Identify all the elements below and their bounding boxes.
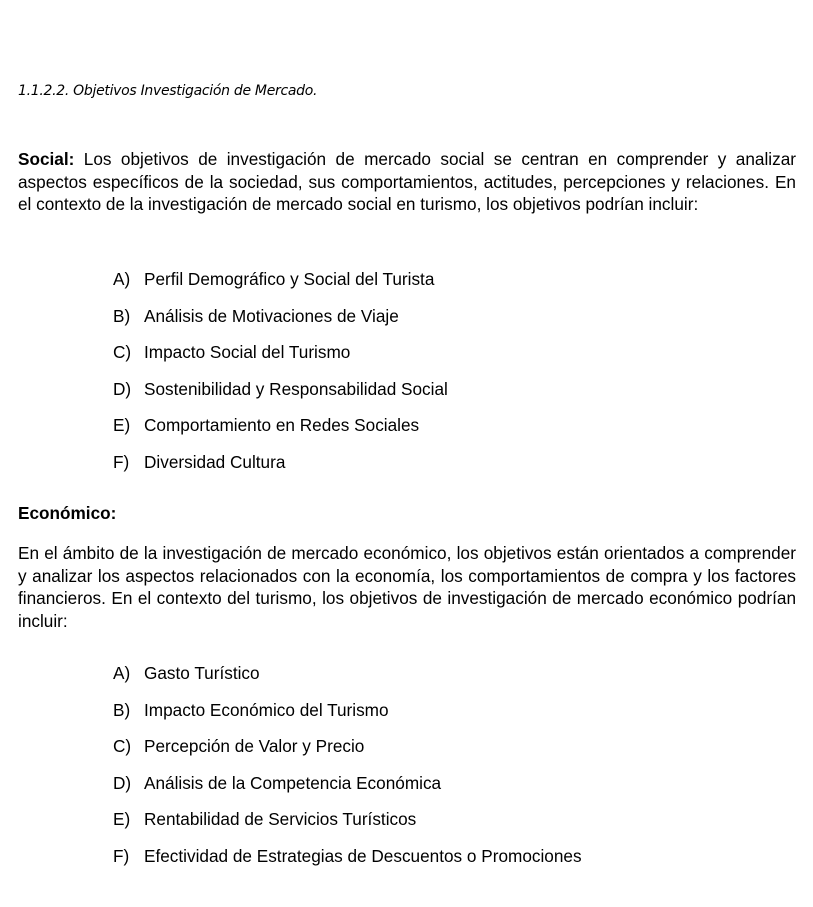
- list-item: [113, 662, 582, 699]
- economico-heading: Económico:: [18, 503, 117, 523]
- list-item-letter: F): [113, 845, 130, 866]
- list-item-letter: E): [113, 415, 131, 436]
- list-item-letter: B): [113, 699, 131, 720]
- list-item: [113, 414, 448, 451]
- list-item-text: Análisis de la Competencia Económica: [144, 772, 442, 793]
- list-item-text: Diversidad Cultura: [144, 451, 286, 472]
- list-item: [113, 268, 448, 305]
- list-item-letter: F): [113, 451, 130, 472]
- list-item-letter: D): [113, 772, 132, 793]
- list-item: [113, 808, 582, 845]
- list-item: [113, 845, 582, 882]
- list-item: [113, 378, 448, 415]
- list-item-letter: A): [113, 663, 131, 683]
- list-item: [113, 699, 582, 736]
- list-item-text: Análisis de Motivaciones de Viaje: [144, 305, 399, 326]
- list-item: [113, 772, 582, 809]
- section-heading: 1.1.2.2. Objetivos Investigación de Mercado.: [18, 83, 318, 99]
- list-item: [113, 451, 448, 488]
- social-objectives-list: [113, 268, 448, 488]
- list-item: [113, 735, 582, 772]
- list-item-text: Impacto Económico del Turismo: [144, 699, 389, 720]
- social-intro: Los objetivos de investigación de mercado social se centran en comprender y analizar aspectos específicos de la sociedad, sus comportamientos, actitudes, percepciones y relaciones. En el contexto de la investigación de mercado social en turismo, los objetivos podrían incluir:: [18, 149, 796, 214]
- list-item: [113, 341, 448, 378]
- list-item: [113, 305, 448, 342]
- list-item-letter: B): [113, 305, 131, 326]
- list-item-letter: C): [113, 736, 132, 757]
- social-label: Social:: [18, 149, 75, 169]
- list-item-letter: C): [113, 342, 132, 363]
- list-item-text: Percepción de Valor y Precio: [144, 736, 365, 757]
- list-item-text: Perfil Demográfico y Social del Turista: [144, 269, 435, 289]
- list-item-text: Comportamiento en Redes Sociales: [144, 415, 420, 436]
- economico-paragraph: En el ámbito de la investigación de mercado económico, los objetivos están orientados a comprender y analizar los aspectos relacionados con la economía, los comportamientos de compra y los factores financieros. En el contexto del turismo, los objetivos de investigación de mercado económico podrían incluir:: [18, 543, 796, 631]
- list-item-text: Rentabilidad de Servicios Turísticos: [144, 809, 417, 830]
- list-item-text: Impacto Social del Turismo: [144, 342, 351, 363]
- economico-objectives-list: [113, 662, 582, 882]
- list-item-letter: E): [113, 809, 131, 830]
- social-paragraph: [18, 148, 796, 216]
- list-item-letter: A): [113, 269, 131, 289]
- list-item-text: Sostenibilidad y Responsabilidad Social: [144, 378, 448, 399]
- list-item-letter: D): [113, 378, 132, 399]
- list-item-text: Gasto Turístico: [144, 663, 260, 683]
- list-item-text: Efectividad de Estrategias de Descuentos o Promociones: [144, 845, 582, 866]
